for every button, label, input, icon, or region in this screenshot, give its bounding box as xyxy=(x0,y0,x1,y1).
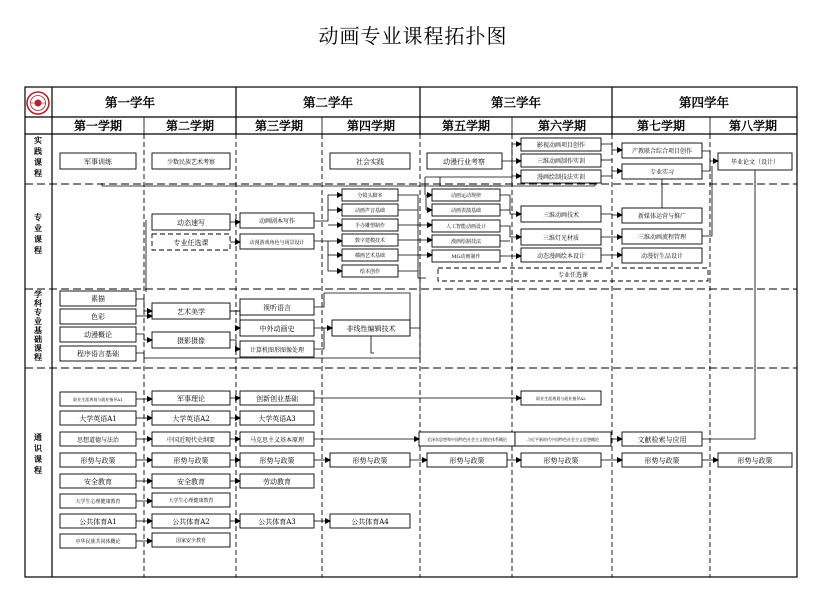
svg-text:专业任选课: 专业任选课 xyxy=(557,272,589,279)
foundation-course-素描 xyxy=(60,291,136,306)
general-course-形势与政策-1 xyxy=(60,453,136,467)
semester-3-header: 第三学期 xyxy=(254,119,304,133)
svg-text:形势与政策: 形势与政策 xyxy=(352,457,388,465)
major-course-MG动画制作 xyxy=(432,250,500,262)
general-course-中华民族共同体概论 xyxy=(60,534,136,548)
svg-text:军事理论: 军事理论 xyxy=(177,395,205,403)
svg-text:公共体育A4: 公共体育A4 xyxy=(351,518,389,526)
practice-course-动漫行业考察 xyxy=(427,153,502,169)
svg-text:绘本创作: 绘本创作 xyxy=(359,269,381,275)
svg-text:漫画绘制技法实训: 漫画绘制技法实训 xyxy=(536,174,586,181)
svg-text:动态漫画绘本设计: 动态漫画绘本设计 xyxy=(536,253,586,260)
svg-text:漫画绘制技法: 漫画绘制技法 xyxy=(450,239,482,245)
page-title: 动画专业课程拓扑图 xyxy=(318,24,508,48)
practice-course-产教联合综合项目创作 xyxy=(622,143,702,158)
svg-text:动漫行业考察: 动漫行业考察 xyxy=(443,158,485,166)
foundation-course-非线性编辑技术 xyxy=(332,320,410,336)
svg-text:程序语言基础: 程序语言基础 xyxy=(77,350,119,358)
major-course-动态速写 xyxy=(152,214,230,230)
general-course-公共体育A2 xyxy=(152,514,230,528)
svg-text:人工智能动画设计: 人工智能动画设计 xyxy=(445,224,487,230)
category-practice: 实践课程 xyxy=(34,135,42,178)
practice-course-毕业论文 xyxy=(718,153,792,170)
foundation-course-摄影摄像 xyxy=(152,332,230,348)
general-course-公共体育A3 xyxy=(240,514,314,528)
year-4-header: 第四学年 xyxy=(678,95,730,110)
general-course-中国近现代史纲要 xyxy=(152,432,230,446)
svg-text:职业生涯规划与就业指导A2: 职业生涯规划与就业指导A2 xyxy=(536,396,586,401)
semester-2-header: 第二学期 xyxy=(165,119,215,133)
svg-text:动画表演基础: 动画表演基础 xyxy=(450,208,482,214)
major-course-新媒体运营与推广 xyxy=(622,208,702,223)
category-general: 通识课程 xyxy=(34,432,42,475)
general-course-公共体育A1 xyxy=(60,514,136,528)
general-course-毛泽东思想概论 xyxy=(419,432,515,446)
foundation-course-动漫概论 xyxy=(60,327,136,342)
practice-course-漫画绘制技法实训 xyxy=(521,170,601,183)
general-course-大学英语A2 xyxy=(152,411,230,425)
practice-course-少数民族艺术考察 xyxy=(152,153,230,169)
svg-text:插画艺术基础: 插画艺术基础 xyxy=(354,253,386,259)
svg-text:三维动画技术: 三维动画技术 xyxy=(542,212,580,219)
svg-text:公共体育A1: 公共体育A1 xyxy=(79,518,117,526)
svg-text:职业生涯规划与就业指导A1: 职业生涯规划与就业指导A1 xyxy=(73,397,123,402)
major-course-专业任选课-c2 xyxy=(152,234,230,250)
general-course-形势与政策-6 xyxy=(521,453,601,467)
svg-text:影视动画项目创作: 影视动画项目创作 xyxy=(536,142,586,149)
svg-text:新媒体运营与推广: 新媒体运营与推广 xyxy=(637,213,687,220)
svg-text:创新创业基础: 创新创业基础 xyxy=(256,395,298,403)
semester-6-header: 第六学期 xyxy=(537,119,587,133)
svg-text:动画运动规律: 动画运动规律 xyxy=(450,193,482,199)
general-course-大学生心理健康教育-1 xyxy=(60,494,136,508)
general-course-形势与政策-3 xyxy=(240,453,314,467)
major-course-三维灯光材质 xyxy=(521,229,601,245)
svg-text:动漫概论: 动漫概论 xyxy=(84,331,112,339)
svg-text:动漫衍生品设计: 动漫衍生品设计 xyxy=(640,253,684,260)
svg-text:安全教育: 安全教育 xyxy=(177,478,205,486)
semester-7-header: 第七学期 xyxy=(636,119,686,133)
major-course-动画表演基础 xyxy=(432,204,500,216)
general-course-安全教育-2 xyxy=(152,474,230,488)
general-course-职业生涯规划与就业指导A2 xyxy=(521,391,601,405)
foundation-course-色彩 xyxy=(60,309,136,324)
svg-text:形势与政策: 形势与政策 xyxy=(737,457,773,465)
major-course-绘本创作 xyxy=(342,265,398,277)
practice-course-专业实习 xyxy=(622,164,702,179)
svg-text:社会实践: 社会实践 xyxy=(356,158,384,166)
foundation-course-艺术美学 xyxy=(152,303,230,319)
practice-course-军事训练 xyxy=(60,153,136,169)
major-course-动漫衍生品设计 xyxy=(622,248,702,263)
svg-text:大学英语A3: 大学英语A3 xyxy=(258,415,296,423)
general-course-大学英语A3 xyxy=(240,411,314,425)
svg-text:中外动画史: 中外动画史 xyxy=(259,325,295,333)
category-major: 专业课程 xyxy=(34,212,42,255)
category-foundation: 学科专业基础课程 xyxy=(34,289,42,362)
general-course-形势与政策-8 xyxy=(718,453,792,467)
svg-text:国家安全教育: 国家安全教育 xyxy=(175,538,207,544)
svg-text:大学生心理健康教育: 大学生心理健康教育 xyxy=(168,498,214,504)
general-course-形势与政策-7 xyxy=(622,453,702,467)
svg-text:专业任选课: 专业任选课 xyxy=(173,239,209,247)
general-course-形势与政策-2 xyxy=(152,453,230,467)
svg-text:形势与政策: 形势与政策 xyxy=(644,457,680,465)
year-1-header: 第一学年 xyxy=(104,95,156,110)
svg-text:文献检索与应用: 文献检索与应用 xyxy=(637,436,687,444)
svg-text:非线性编辑技术: 非线性编辑技术 xyxy=(346,325,396,333)
year-3-header: 第三学年 xyxy=(490,95,542,110)
practice-course-社会实践 xyxy=(330,153,410,169)
svg-text:分镜头脚本: 分镜头脚本 xyxy=(357,193,383,199)
general-course-大学英语A1 xyxy=(60,411,136,425)
svg-text:摄影摄像: 摄影摄像 xyxy=(177,337,205,345)
svg-text:数字建模技术: 数字建模技术 xyxy=(354,238,386,244)
practice-course-三维动画制作实训 xyxy=(521,154,601,167)
general-course-文献检索与应用 xyxy=(622,432,702,446)
semester-4-header: 第四学期 xyxy=(346,119,396,133)
svg-text:专业实习: 专业实习 xyxy=(649,169,675,176)
diagram-frame xyxy=(25,87,797,577)
general-course-大学生心理健康教育-2 xyxy=(152,493,230,507)
general-course-形势与政策-4 xyxy=(330,453,410,467)
svg-text:习近平新时代中国特色社会主义思想概论: 习近平新时代中国特色社会主义思想概论 xyxy=(527,437,599,442)
svg-text:少数民族艺术考察: 少数民族艺术考察 xyxy=(166,159,216,166)
svg-text:动态速写: 动态速写 xyxy=(177,219,205,227)
general-course-安全教育-1 xyxy=(60,474,136,488)
svg-text:视听语言: 视听语言 xyxy=(263,304,291,312)
svg-text:大学生心理健康教育: 大学生心理健康教育 xyxy=(75,499,121,505)
general-course-劳动教育 xyxy=(240,474,314,488)
major-course-人工智能动画设计 xyxy=(432,220,500,232)
svg-text:三维动画制作实训: 三维动画制作实训 xyxy=(536,158,586,165)
general-course-职业生涯规划与就业指导A1 xyxy=(60,392,136,406)
general-course-公共体育A4 xyxy=(330,514,410,528)
major-course-手办雕塑制作 xyxy=(342,219,398,231)
major-course-动态漫画绘本设计 xyxy=(521,248,601,262)
svg-text:形势与政策: 形势与政策 xyxy=(259,457,295,465)
general-course-国家安全教育 xyxy=(152,533,230,547)
svg-text:计算机图形图像处理: 计算机图形图像处理 xyxy=(249,347,305,354)
major-elective-band xyxy=(438,268,708,281)
university-seal-logo xyxy=(27,92,49,114)
foundation-course-程序语言基础 xyxy=(60,346,136,361)
semester-5-header: 第五学期 xyxy=(441,119,491,133)
svg-text:形势与政策: 形势与政策 xyxy=(173,457,209,465)
general-course-马克思主义基本原理 xyxy=(240,432,314,446)
major-course-漫画绘制技法 xyxy=(432,235,500,247)
svg-text:三维动画流程管理: 三维动画流程管理 xyxy=(637,234,687,241)
svg-text:安全教育: 安全教育 xyxy=(84,478,112,486)
svg-text:劳动教育: 劳动教育 xyxy=(263,478,291,486)
svg-text:军事训练: 军事训练 xyxy=(84,158,112,166)
major-course-三维动画流程管理 xyxy=(622,229,702,244)
foundation-course-视听语言 xyxy=(240,299,314,315)
svg-text:思想道德与法治: 思想道德与法治 xyxy=(76,437,120,444)
practice-course-影视动画项目创作 xyxy=(521,138,601,151)
svg-text:色彩: 色彩 xyxy=(91,313,105,321)
svg-text:手办雕塑制作: 手办雕塑制作 xyxy=(354,223,386,229)
svg-text:公共体育A3: 公共体育A3 xyxy=(258,518,296,526)
general-course-形势与政策-5 xyxy=(427,453,507,467)
svg-text:中国近现代史纲要: 中国近现代史纲要 xyxy=(166,437,216,444)
general-course-创新创业基础 xyxy=(240,391,314,405)
semester-1-header: 第一学期 xyxy=(73,119,123,133)
semester-8-header: 第八学期 xyxy=(728,119,778,133)
major-course-数字建模技术 xyxy=(342,234,398,246)
foundation-course-计算机图形图像处理 xyxy=(240,341,314,357)
general-course-军事理论 xyxy=(152,391,230,405)
svg-text:三维灯光材质: 三维灯光材质 xyxy=(542,235,580,242)
svg-text:毕业论文（设计）: 毕业论文（设计） xyxy=(730,159,780,166)
general-course-思想道德与法治 xyxy=(60,432,136,446)
year-2-header: 第二学年 xyxy=(302,95,354,110)
svg-text:形势与政策: 形势与政策 xyxy=(543,457,579,465)
svg-text:MG动画制作: MG动画制作 xyxy=(451,254,481,260)
major-course-分镜头脚本 xyxy=(342,189,398,201)
major-course-插画艺术基础 xyxy=(342,249,398,261)
svg-text:大学英语A2: 大学英语A2 xyxy=(172,415,210,423)
svg-text:动画声音基础: 动画声音基础 xyxy=(354,208,386,214)
major-course-三维动画技术 xyxy=(521,206,601,222)
general-course-习近平新时代思想概论 xyxy=(515,432,611,446)
major-course-动画剧本写作 xyxy=(240,213,314,228)
major-course-动画声音基础 xyxy=(342,204,398,216)
svg-text:形势与政策: 形势与政策 xyxy=(449,457,485,465)
major-course-动画运动规律 xyxy=(432,189,500,201)
svg-text:大学英语A1: 大学英语A1 xyxy=(79,415,117,423)
svg-text:素描: 素描 xyxy=(91,295,105,303)
svg-text:毛泽东思想和中国特色社会主义理论体系概论: 毛泽东思想和中国特色社会主义理论体系概论 xyxy=(427,437,507,442)
svg-text:艺术美学: 艺术美学 xyxy=(177,308,205,316)
svg-text:公共体育A2: 公共体育A2 xyxy=(172,518,210,526)
svg-text:产教联合综合项目创作: 产教联合综合项目创作 xyxy=(631,148,693,155)
major-course-动漫游戏角色与场景设计 xyxy=(240,234,314,249)
svg-text:动漫游戏角色与场景设计: 动漫游戏角色与场景设计 xyxy=(249,240,305,246)
svg-text:马克思主义基本原理: 马克思主义基本原理 xyxy=(249,437,305,444)
svg-text:中华民族共同体概论: 中华民族共同体概论 xyxy=(75,539,121,545)
svg-text:动画剧本写作: 动画剧本写作 xyxy=(258,218,296,225)
foundation-course-中外动画史 xyxy=(240,320,314,336)
svg-text:形势与政策: 形势与政策 xyxy=(80,457,116,465)
